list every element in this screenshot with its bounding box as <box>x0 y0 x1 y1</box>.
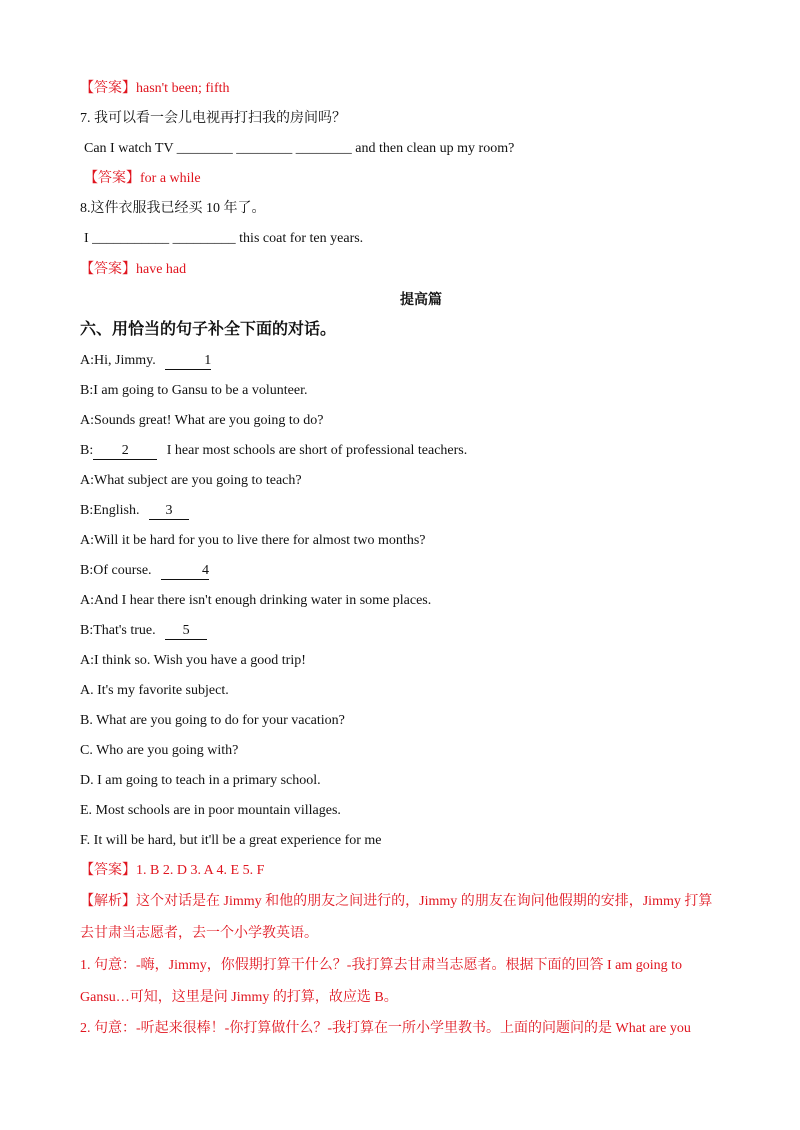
dialogue-line-4-prefix: B: <box>80 443 94 458</box>
option-d: D. I am going to teach in a primary school. <box>80 773 321 788</box>
explanation-line-4: Gansu…可知，这里是问 Jimmy 的打算，故应选 B。 <box>80 990 398 1005</box>
blank-3: 3 <box>149 503 189 520</box>
dialogue-line-1-text: A:Hi, Jimmy. <box>80 353 156 368</box>
option-e: E. Most schools are in poor mountain villages. <box>80 803 341 818</box>
dialogue-line-7: A:Will it be hard for you to live there for almost two months? <box>80 533 426 548</box>
dialogue-line-5: A:What subject are you going to teach? <box>80 473 302 488</box>
answer-line-6: 【答案】hasn't been; fifth <box>80 81 230 96</box>
blank-1: 1 <box>165 353 211 370</box>
dialogue-line-8 <box>80 562 209 580</box>
option-b: B. What are you going to do for your vacation? <box>80 713 345 728</box>
explanation-line-2: 去甘肃当志愿者，去一个小学教英语。 <box>80 926 318 941</box>
explanation-line-1: 【解析】这个对话是在 Jimmy 和他的朋友之间进行的，Jimmy 的朋友在询问他假期的安排，Jimmy 打算 <box>80 894 713 909</box>
dialogue-line-10-text: B:That's true. <box>80 623 156 638</box>
dialogue-line-2: B:I am going to Gansu to be a volunteer. <box>80 383 308 398</box>
blank-5: 5 <box>165 623 207 640</box>
dialogue-line-6-text: B:English. <box>80 503 140 518</box>
question-7-english: Can I watch TV ________ ________ ________ and then clean up my room? <box>84 141 515 156</box>
answer-line-7: 【答案】for a while <box>84 171 201 186</box>
dialogue-line-3: A:Sounds great! What are you going to do? <box>80 413 324 428</box>
dialogue-line-6 <box>80 502 189 520</box>
explanation-line-5: 2. 句意：-听起来很棒！-你打算做什么？-我打算在一所小学里教书。上面的问题问的是 What are you <box>80 1021 691 1036</box>
dialogue-line-8-text: B:Of course. <box>80 563 152 578</box>
dialogue-line-4 <box>80 442 467 460</box>
dialogue-line-1 <box>80 352 211 370</box>
blank-4: 4 <box>161 563 209 580</box>
dialogue-line-9: A:And I hear there isn't enough drinking water in some places. <box>80 593 432 608</box>
blank-2: 2 <box>93 443 157 460</box>
dialogue-line-10 <box>80 622 207 640</box>
answer-key: 【答案】1. B 2. D 3. A 4. E 5. F <box>80 863 265 878</box>
option-c: C. Who are you going with? <box>80 743 239 758</box>
option-a: A. It's my favorite subject. <box>80 683 229 698</box>
section-heading: 提高篇 <box>400 293 442 308</box>
option-f: F. It will be hard, but it'll be a great experience for me <box>80 833 382 848</box>
task-title: 六、用恰当的句子补全下面的对话。 <box>80 321 337 338</box>
question-8-chinese: 8.这件衣服我已经买 10 年了。 <box>80 201 266 216</box>
question-8-english: I ___________ _________ this coat for ten years. <box>84 231 364 246</box>
answer-line-8: 【答案】have had <box>80 262 187 277</box>
explanation-line-3: 1. 句意：-嗨，Jimmy，你假期打算干什么？-我打算去甘肃当志愿者。根据下面的回答 I am going to <box>80 958 682 973</box>
dialogue-line-4-text: I hear most schools are short of professional teachers. <box>166 443 468 458</box>
question-7-chinese: 7. 我可以看一会儿电视再打扫我的房间吗？ <box>80 111 346 126</box>
dialogue-line-11: A:I think so. Wish you have a good trip! <box>80 653 306 668</box>
